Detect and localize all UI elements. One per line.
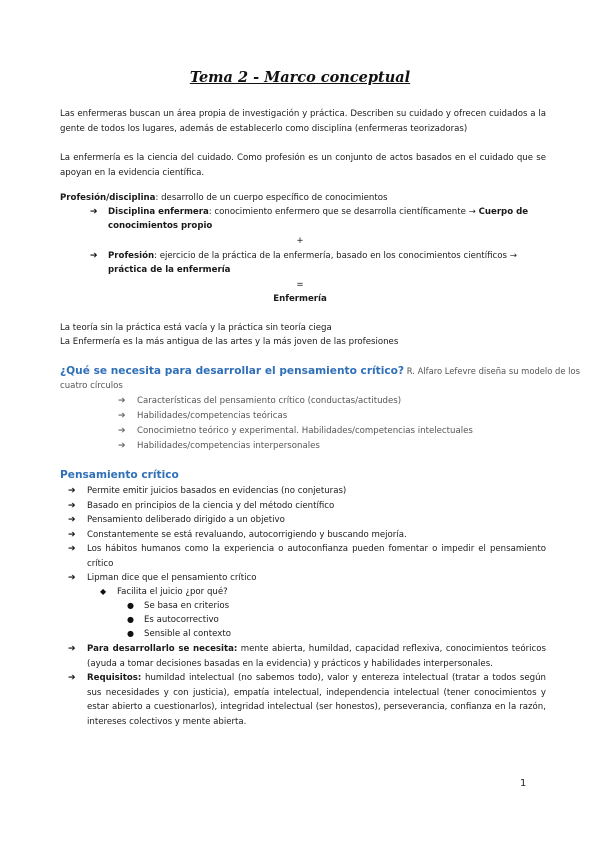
arrow-icon: ➔ (118, 411, 126, 421)
section1-heading-tail: R. Alfaro Lefevre diseña su modelo de los (404, 366, 580, 376)
section1-item: Habilidades/competencias interpersonales (137, 441, 320, 451)
quote-1: La teoría sin la práctica está vacía y la práctica sin teoría ciega (60, 323, 332, 333)
section2-item: Constantemente se está revaluando, autocorrigiendo y buscando mejoría. (87, 530, 407, 540)
disciplina-bold-end: Cuerpo de (478, 207, 529, 217)
requirements-1-label: Para desarrollarlo se necesita: (87, 644, 238, 654)
page-number: 1 (520, 778, 527, 789)
profesion-item-line (108, 249, 517, 264)
requirements-2-text: humildad intelectual (no sabemos todo), valor y entereza intelectual (tratar a todos según sus necesidades y con justicia), empatía intelectual, independencia intelectual (tener conocimientos y estar abierto a cuestionarlos), integridad intelectual (ser honestos), perseverancia, confianza en la razón, intereses colectivos y mente abierta. (87, 673, 546, 727)
dot-bullet-icon: ● (127, 629, 134, 638)
arrow-icon: ➔ (68, 515, 76, 525)
arrow-icon: ➔ (68, 644, 76, 654)
arrow-icon: ➔ (68, 530, 76, 540)
arrow-icon: ➔ (90, 207, 98, 217)
profesion-text: : desarrollo de un cuerpo específico de conocimientos (155, 193, 388, 203)
section2-heading: Pensamiento crítico (60, 469, 179, 481)
section1-heading-line (60, 364, 580, 379)
section1-item: Habilidades/competencias teóricas (137, 411, 288, 421)
requirements-1-text: mente abierta, humildad, capacidad reflexiva, conocimientos teóricos (ayuda a tomar decisiones basadas en la evidencia) y prácticos y habilidades interpersonales. (87, 644, 546, 669)
section2-item: Lipman dice que el pensamiento crítico (87, 573, 257, 583)
section1-heading-tail-2: cuatro círculos (60, 381, 123, 391)
section1-item: Características del pensamiento crítico (conductas/actitudes) (137, 396, 402, 406)
arrow-icon: ➔ (68, 673, 76, 683)
arrow-icon: ➔ (68, 486, 76, 496)
arrow-icon: ➔ (90, 251, 98, 261)
profesion-item-text: : ejercicio de la práctica de la enfermería, basado en los conocimientos científicos → (154, 251, 517, 261)
profesion-line (60, 191, 387, 206)
disciplina-line (108, 205, 528, 220)
requirements-2 (87, 671, 546, 729)
section2-item: Los hábitos humanos como la experiencia o autoconfianza pueden fomentar o impedir el pensamiento crítico (87, 544, 546, 569)
section2-subsub-item: Sensible al contexto (144, 629, 231, 639)
section1-item: Conocimietno teórico y experimental. Habilidades/competencias intelectuales (137, 426, 473, 436)
intro-paragraph-2: La enfermería es la ciencia del cuidado. Como profesión es un conjunto de actos basados en el cuidado que se apoyan en la evidencia científica. (60, 153, 546, 178)
profesion-label: Profesión/disciplina (60, 193, 156, 203)
arrow-icon: ➔ (68, 501, 76, 511)
diamond-bullet-icon: ◆ (100, 587, 107, 596)
arrow-icon: ➔ (118, 426, 126, 436)
dot-bullet-icon: ● (127, 615, 134, 624)
result-enfermeria: Enfermería (273, 294, 327, 304)
plus-sign: + (296, 236, 304, 246)
arrow-icon: ➔ (68, 544, 76, 554)
disciplina-label: Disciplina enfermera (108, 207, 209, 217)
profesion-item-label: Profesión (108, 251, 155, 261)
requirements-1 (87, 642, 546, 671)
dot-bullet-icon: ● (127, 601, 134, 610)
section2-subsub-item: Es autocorrectivo (144, 615, 219, 625)
profesion-item-bold-end: práctica de la enfermería (108, 265, 231, 275)
section2-subsub-item: Se basa en criterios (144, 601, 230, 611)
equals-sign: = (296, 280, 304, 290)
section2-item: Pensamiento deliberado dirigido a un objetivo (87, 515, 285, 525)
section2-sub-item: Facilita el juicio ¿por qué? (117, 587, 228, 597)
disciplina-text: : conocimiento enfermero que se desarrolla científicamente → (208, 207, 479, 217)
arrow-icon: ➔ (118, 441, 126, 451)
intro-paragraph-1: Las enfermeras buscan un área propia de investigación y práctica. Describen su cuidado y ofrecen cuidados a la gente de todos los lugares, además de establecerlo como disciplina (enfermeras teorizadoras) (60, 109, 546, 134)
section1-heading: ¿Qué se necesita para desarrollar el pensamiento crítico? (60, 365, 405, 377)
section2-item: Basado en principios de la ciencia y del método científico (87, 501, 335, 511)
page-title: Tema 2 - Marco conceptual (189, 69, 411, 86)
arrow-icon: ➔ (118, 396, 126, 406)
requirements-2-label: Requisitos: (87, 673, 142, 683)
arrow-icon: ➔ (68, 573, 76, 583)
section2-item: Permite emitir juicios basados en evidencias (no conjeturas) (87, 486, 347, 496)
disciplina-bold-end-2: conocimientos propio (108, 221, 213, 231)
quote-2: La Enfermería es la más antigua de las artes y la más joven de las profesiones (60, 337, 399, 347)
